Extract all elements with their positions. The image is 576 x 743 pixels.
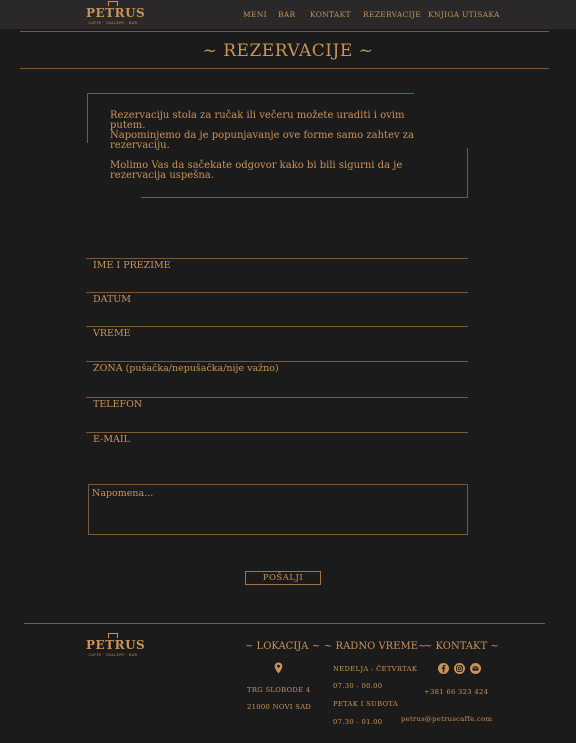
- location-address-line-1: TRG SLOBODE 4: [247, 686, 311, 694]
- field-line-time: [86, 326, 468, 327]
- note-textarea[interactable]: Napomena...: [88, 484, 468, 535]
- nav-item-meni[interactable]: MENI: [243, 10, 267, 19]
- field-line-email: [86, 432, 468, 433]
- phone-field[interactable]: TELEFON: [93, 399, 143, 410]
- contact-email[interactable]: petrus@petruscaffe.com: [401, 715, 493, 723]
- page-title: ~ REZERVACIJE ~: [202, 41, 374, 61]
- hours-time-2: 07.30 - 01.00: [333, 718, 383, 726]
- time-field[interactable]: VREME: [93, 328, 131, 339]
- brand-logo[interactable]: [86, 3, 146, 27]
- field-line-date: [86, 292, 468, 293]
- nav-item-bar[interactable]: BAR: [278, 10, 296, 19]
- facebook-icon[interactable]: [438, 663, 449, 674]
- title-top-divider: [20, 31, 549, 32]
- zone-field[interactable]: ZONA (pušačka/nepušačka/nije važno): [93, 363, 279, 374]
- map-pin-icon[interactable]: [274, 662, 283, 674]
- hours-time-1: 07.30 - 00.00: [333, 682, 383, 690]
- intro-paragraph-1: Rezervaciju stola za ručak ili večeru možete uraditi i ovim putem.: [110, 110, 405, 131]
- field-line-name: [86, 258, 468, 259]
- nav-item-kontakt[interactable]: KONTAKT: [310, 10, 351, 19]
- title-bottom-divider: [20, 68, 549, 69]
- hours-days-1: NEDELJA - ČETVRTAK: [333, 665, 418, 673]
- intro-paragraph-3: Molimo Vas da sačekate odgovor kako bi bili sigurni da je rezervacija uspešna.: [110, 160, 403, 181]
- contact-title: ~ KONTAKT ~: [424, 641, 499, 652]
- date-field[interactable]: DATUM: [93, 294, 132, 305]
- nav-item-knjiga-utisaka[interactable]: KNJIGA UTISAKA: [428, 10, 500, 19]
- email-icon[interactable]: [470, 663, 481, 674]
- nav-item-rezervacije[interactable]: REZERVACIJE: [363, 10, 421, 19]
- brand-tagline: CAFFE · GALLERY · BAR: [88, 21, 138, 25]
- field-line-zone: [86, 361, 468, 362]
- location-address-line-2: 21000 NOVI SAD: [247, 703, 312, 711]
- instagram-icon[interactable]: [454, 663, 465, 674]
- footer-brand-name: PETRUS: [86, 638, 146, 652]
- name-field[interactable]: IME I PREZIME: [93, 260, 171, 271]
- footer-logo[interactable]: [86, 635, 146, 659]
- top-navigation-bar: [0, 0, 576, 29]
- email-field[interactable]: E-MAIL: [93, 434, 130, 445]
- submit-button[interactable]: POŠALJI: [245, 571, 321, 585]
- footer-divider: [24, 623, 545, 624]
- footer-brand-tagline: CAFFE · GALLERY · BAR: [88, 653, 138, 657]
- intro-paragraph-2: Napominjemo da je popunjavanje ove forme samo zahtev za rezervaciju.: [110, 130, 414, 151]
- hours-title: ~ RADNO VREME~: [324, 641, 427, 652]
- hours-days-2: PETAK I SUBOTA: [333, 700, 399, 708]
- location-title: ~ LOKACIJA ~: [245, 641, 321, 652]
- brand-name: PETRUS: [86, 6, 146, 20]
- contact-phone[interactable]: +381 66 323 424: [424, 688, 489, 696]
- field-line-phone: [86, 397, 468, 398]
